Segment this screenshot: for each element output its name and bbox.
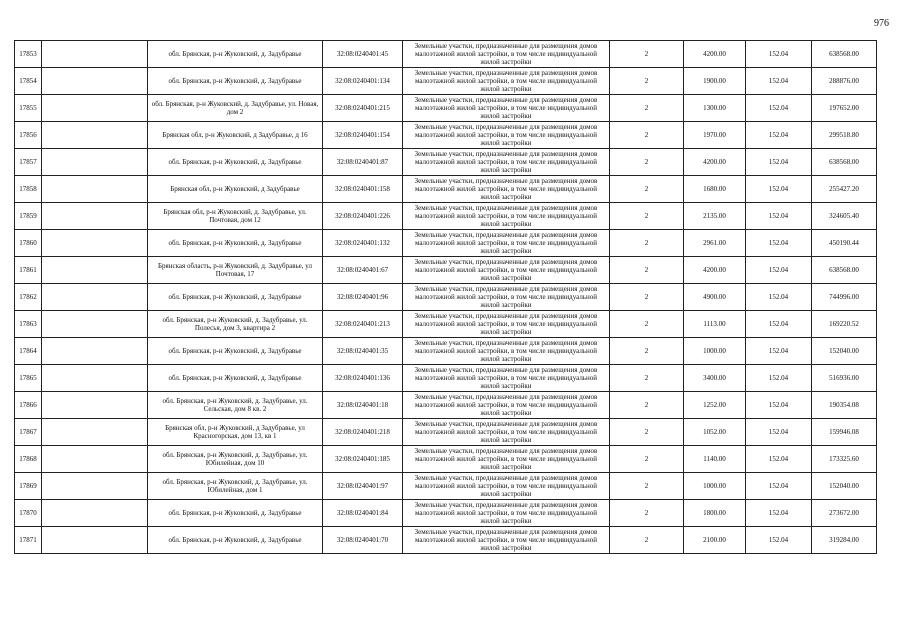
table-row [15, 338, 877, 365]
cadastral-number-cell: 32:08:0240401:70 [323, 527, 403, 554]
permitted-use-cell: Земельные участки, предназначенные для размещения домов малоэтажной жилой застройки, в том числе индивидуальной жилой застройки [403, 122, 610, 149]
cadastral-value-cell: 744996.00 [812, 284, 877, 311]
address-cell: Брянская область, р-н Жуковский, д. Задубравье, ул Почтовая, 17 [148, 257, 323, 284]
permitted-use-cell: Земельные участки, предназначенные для размещения домов малоэтажной жилой застройки, в том числе индивидуальной жилой застройки [403, 365, 610, 392]
specific-value-cell: 152.04 [746, 419, 812, 446]
cadastral-value-cell: 638568.00 [812, 149, 877, 176]
blank-cell [42, 500, 148, 527]
address-cell: обл. Брянская, р-н Жуковский, д. Задубравье, ул. Новая, дом 2 [148, 95, 323, 122]
address-cell: обл. Брянская, р-н Жуковский, д. Задубравье [148, 284, 323, 311]
cadastral-number-cell: 32:08:0240401:154 [323, 122, 403, 149]
specific-value-cell: 152.04 [746, 257, 812, 284]
cadastral-number-cell: 32:08:0240401:18 [323, 392, 403, 419]
specific-value-cell: 152.04 [746, 95, 812, 122]
address-cell: обл. Брянская, р-н Жуковский, д. Задубравье [148, 527, 323, 554]
category-cell: 2 [610, 230, 684, 257]
specific-value-cell: 152.04 [746, 122, 812, 149]
specific-value-cell: 152.04 [746, 68, 812, 95]
table-row [15, 284, 877, 311]
cadastral-value-cell: 638568.00 [812, 257, 877, 284]
cadastral-number-cell: 32:08:0240401:134 [323, 68, 403, 95]
cadastral-value-cell: 638568.00 [812, 41, 877, 68]
cadastral-number-cell: 32:08:0240401:215 [323, 95, 403, 122]
category-cell: 2 [610, 365, 684, 392]
area-cell: 1140.00 [684, 446, 746, 473]
blank-cell [42, 527, 148, 554]
cadastral-number-cell: 32:08:0240401:87 [323, 149, 403, 176]
row-number-cell: 17854 [15, 68, 42, 95]
blank-cell [42, 149, 148, 176]
cadastral-number-cell: 32:08:0240401:35 [323, 338, 403, 365]
specific-value-cell: 152.04 [746, 41, 812, 68]
cadastral-value-cell: 159946.08 [812, 419, 877, 446]
cadastral-number-cell: 32:08:0240401:218 [323, 419, 403, 446]
blank-cell [42, 230, 148, 257]
area-cell: 1000.00 [684, 338, 746, 365]
table-row [15, 527, 877, 554]
row-number-cell: 17856 [15, 122, 42, 149]
category-cell: 2 [610, 257, 684, 284]
address-cell: Брянская обл, р-н Жуковский, д Задубравье, д 16 [148, 122, 323, 149]
row-number-cell: 17859 [15, 203, 42, 230]
specific-value-cell: 152.04 [746, 230, 812, 257]
row-number-cell: 17855 [15, 95, 42, 122]
area-cell: 2961.00 [684, 230, 746, 257]
specific-value-cell: 152.04 [746, 284, 812, 311]
land-plot-table [14, 40, 877, 554]
blank-cell [42, 365, 148, 392]
specific-value-cell: 152.04 [746, 149, 812, 176]
specific-value-cell: 152.04 [746, 365, 812, 392]
blank-cell [42, 257, 148, 284]
blank-cell [42, 68, 148, 95]
cadastral-number-cell: 32:08:0240401:96 [323, 284, 403, 311]
table-row [15, 41, 877, 68]
category-cell: 2 [610, 176, 684, 203]
specific-value-cell: 152.04 [746, 527, 812, 554]
blank-cell [42, 419, 148, 446]
area-cell: 4200.00 [684, 41, 746, 68]
specific-value-cell: 152.04 [746, 311, 812, 338]
specific-value-cell: 152.04 [746, 392, 812, 419]
specific-value-cell: 152.04 [746, 500, 812, 527]
cadastral-value-cell: 152040.00 [812, 338, 877, 365]
cadastral-value-cell: 288876.00 [812, 68, 877, 95]
address-cell: обл. Брянская, р-н Жуковский, д. Задубравье [148, 365, 323, 392]
category-cell: 2 [610, 311, 684, 338]
cadastral-value-cell: 255427.20 [812, 176, 877, 203]
category-cell: 2 [610, 203, 684, 230]
row-number-cell: 17869 [15, 473, 42, 500]
address-cell: Брянская обл, р-н Жуковский, д. Задубравье, ул. Почтовая, дом 12 [148, 203, 323, 230]
blank-cell [42, 203, 148, 230]
permitted-use-cell: Земельные участки, предназначенные для размещения домов малоэтажной жилой застройки, в том числе индивидуальной жилой застройки [403, 149, 610, 176]
cadastral-number-cell: 32:08:0240401:136 [323, 365, 403, 392]
cadastral-value-cell: 450190.44 [812, 230, 877, 257]
blank-cell [42, 446, 148, 473]
specific-value-cell: 152.04 [746, 338, 812, 365]
specific-value-cell: 152.04 [746, 473, 812, 500]
row-number-cell: 17871 [15, 527, 42, 554]
cadastral-number-cell: 32:08:0240401:158 [323, 176, 403, 203]
table-row [15, 149, 877, 176]
permitted-use-cell: Земельные участки, предназначенные для размещения домов малоэтажной жилой застройки, в том числе индивидуальной жилой застройки [403, 338, 610, 365]
cadastral-value-cell: 516936.00 [812, 365, 877, 392]
permitted-use-cell: Земельные участки, предназначенные для размещения домов малоэтажной жилой застройки, в том числе индивидуальной жилой застройки [403, 527, 610, 554]
area-cell: 1680.00 [684, 176, 746, 203]
permitted-use-cell: Земельные участки, предназначенные для размещения домов малоэтажной жилой застройки, в том числе индивидуальной жилой застройки [403, 284, 610, 311]
table-row [15, 500, 877, 527]
address-cell: обл. Брянская, р-н Жуковский, д. Задубравье [148, 68, 323, 95]
row-number-cell: 17862 [15, 284, 42, 311]
row-number-cell: 17864 [15, 338, 42, 365]
address-cell: обл. Брянская, р-н Жуковский, д. Задубравье [148, 338, 323, 365]
row-number-cell: 17868 [15, 446, 42, 473]
table-row [15, 392, 877, 419]
category-cell: 2 [610, 122, 684, 149]
page-number: 976 [874, 18, 889, 29]
table-row [15, 230, 877, 257]
permitted-use-cell: Земельные участки, предназначенные для размещения домов малоэтажной жилой застройки, в том числе индивидуальной жилой застройки [403, 230, 610, 257]
cadastral-number-cell: 32:08:0240401:213 [323, 311, 403, 338]
address-cell: обл. Брянская, р-н Жуковский, д. Задубравье, ул. Юбилейная, дом 10 [148, 446, 323, 473]
address-cell: Брянская обл, р-н Жуковский, д Задубравье [148, 176, 323, 203]
permitted-use-cell: Земельные участки, предназначенные для размещения домов малоэтажной жилой застройки, в том числе индивидуальной жилой застройки [403, 446, 610, 473]
row-number-cell: 17858 [15, 176, 42, 203]
permitted-use-cell: Земельные участки, предназначенные для размещения домов малоэтажной жилой застройки, в том числе индивидуальной жилой застройки [403, 257, 610, 284]
cadastral-value-cell: 152040.00 [812, 473, 877, 500]
permitted-use-cell: Земельные участки, предназначенные для размещения домов малоэтажной жилой застройки, в том числе индивидуальной жилой застройки [403, 311, 610, 338]
cadastral-value-cell: 273672.00 [812, 500, 877, 527]
category-cell: 2 [610, 419, 684, 446]
permitted-use-cell: Земельные участки, предназначенные для размещения домов малоэтажной жилой застройки, в том числе индивидуальной жилой застройки [403, 392, 610, 419]
area-cell: 4200.00 [684, 149, 746, 176]
table-row [15, 95, 877, 122]
address-cell: обл. Брянская, р-н Жуковский, д. Задубравье [148, 500, 323, 527]
specific-value-cell: 152.04 [746, 176, 812, 203]
area-cell: 4200.00 [684, 257, 746, 284]
cadastral-number-cell: 32:08:0240401:97 [323, 473, 403, 500]
row-number-cell: 17861 [15, 257, 42, 284]
category-cell: 2 [610, 338, 684, 365]
blank-cell [42, 311, 148, 338]
category-cell: 2 [610, 392, 684, 419]
blank-cell [42, 95, 148, 122]
specific-value-cell: 152.04 [746, 446, 812, 473]
specific-value-cell: 152.04 [746, 203, 812, 230]
row-number-cell: 17867 [15, 419, 42, 446]
area-cell: 1800.00 [684, 500, 746, 527]
table-row [15, 203, 877, 230]
permitted-use-cell: Земельные участки, предназначенные для размещения домов малоэтажной жилой застройки, в том числе индивидуальной жилой застройки [403, 500, 610, 527]
area-cell: 1113.00 [684, 311, 746, 338]
blank-cell [42, 41, 148, 68]
area-cell: 1052.00 [684, 419, 746, 446]
address-cell: обл. Брянская, р-н Жуковский, д. Задубравье [148, 41, 323, 68]
cadastral-value-cell: 299518.80 [812, 122, 877, 149]
permitted-use-cell: Земельные участки, предназначенные для размещения домов малоэтажной жилой застройки, в том числе индивидуальной жилой застройки [403, 203, 610, 230]
area-cell: 1300.00 [684, 95, 746, 122]
table-row [15, 419, 877, 446]
address-cell: обл. Брянская, р-н Жуковский, д. Задубравье, ул. Сельская, дом 8 кв. 2 [148, 392, 323, 419]
cadastral-number-cell: 32:08:0240401:45 [323, 41, 403, 68]
area-cell: 2100.00 [684, 527, 746, 554]
area-cell: 1252.00 [684, 392, 746, 419]
permitted-use-cell: Земельные участки, предназначенные для размещения домов малоэтажной жилой застройки, в том числе индивидуальной жилой застройки [403, 176, 610, 203]
row-number-cell: 17863 [15, 311, 42, 338]
table-row [15, 68, 877, 95]
blank-cell [42, 473, 148, 500]
area-cell: 1000.00 [684, 473, 746, 500]
blank-cell [42, 392, 148, 419]
area-cell: 4900.00 [684, 284, 746, 311]
cadastral-value-cell: 173325.60 [812, 446, 877, 473]
address-cell: обл. Брянская, р-н Жуковский, д. Задубравье [148, 149, 323, 176]
address-cell: Брянская обл, р-н Жуковский, д Задубравье, ул Красногорская, дом 13, кв 1 [148, 419, 323, 446]
blank-cell [42, 338, 148, 365]
permitted-use-cell: Земельные участки, предназначенные для размещения домов малоэтажной жилой застройки, в том числе индивидуальной жилой застройки [403, 473, 610, 500]
category-cell: 2 [610, 284, 684, 311]
category-cell: 2 [610, 473, 684, 500]
row-number-cell: 17865 [15, 365, 42, 392]
permitted-use-cell: Земельные участки, предназначенные для размещения домов малоэтажной жилой застройки, в том числе индивидуальной жилой застройки [403, 41, 610, 68]
blank-cell [42, 284, 148, 311]
cadastral-number-cell: 32:08:0240401:132 [323, 230, 403, 257]
blank-cell [42, 122, 148, 149]
table-row [15, 122, 877, 149]
row-number-cell: 17860 [15, 230, 42, 257]
cadastral-value-cell: 169220.52 [812, 311, 877, 338]
category-cell: 2 [610, 95, 684, 122]
permitted-use-cell: Земельные участки, предназначенные для размещения домов малоэтажной жилой застройки, в том числе индивидуальной жилой застройки [403, 95, 610, 122]
table-row [15, 311, 877, 338]
row-number-cell: 17853 [15, 41, 42, 68]
row-number-cell: 17857 [15, 149, 42, 176]
address-cell: обл. Брянская, р-н Жуковский, д. Задубравье, ул. Полесья, дом 3, квартира 2 [148, 311, 323, 338]
cadastral-number-cell: 32:08:0240401:226 [323, 203, 403, 230]
area-cell: 1970.00 [684, 122, 746, 149]
permitted-use-cell: Земельные участки, предназначенные для размещения домов малоэтажной жилой застройки, в том числе индивидуальной жилой застройки [403, 419, 610, 446]
row-number-cell: 17870 [15, 500, 42, 527]
category-cell: 2 [610, 41, 684, 68]
blank-cell [42, 176, 148, 203]
cadastral-number-cell: 32:08:0240401:84 [323, 500, 403, 527]
category-cell: 2 [610, 149, 684, 176]
cadastral-number-cell: 32:08:0240401:67 [323, 257, 403, 284]
area-cell: 2135.00 [684, 203, 746, 230]
category-cell: 2 [610, 446, 684, 473]
cadastral-value-cell: 197652.00 [812, 95, 877, 122]
category-cell: 2 [610, 500, 684, 527]
area-cell: 3400.00 [684, 365, 746, 392]
address-cell: обл. Брянская, р-н Жуковский, д. Задубравье [148, 230, 323, 257]
table-row [15, 176, 877, 203]
cadastral-number-cell: 32:08:0240401:185 [323, 446, 403, 473]
permitted-use-cell: Земельные участки, предназначенные для размещения домов малоэтажной жилой застройки, в том числе индивидуальной жилой застройки [403, 68, 610, 95]
cadastral-value-cell: 190354.08 [812, 392, 877, 419]
category-cell: 2 [610, 68, 684, 95]
cadastral-value-cell: 324605.40 [812, 203, 877, 230]
table-row [15, 365, 877, 392]
area-cell: 1900.00 [684, 68, 746, 95]
table-row [15, 446, 877, 473]
address-cell: обл. Брянская, р-н Жуковский, д. Задубравье, ул. Юбилейная, дом 1 [148, 473, 323, 500]
table-body [15, 41, 877, 554]
cadastral-value-cell: 319284.00 [812, 527, 877, 554]
row-number-cell: 17866 [15, 392, 42, 419]
category-cell: 2 [610, 527, 684, 554]
table-row [15, 257, 877, 284]
table-row [15, 473, 877, 500]
